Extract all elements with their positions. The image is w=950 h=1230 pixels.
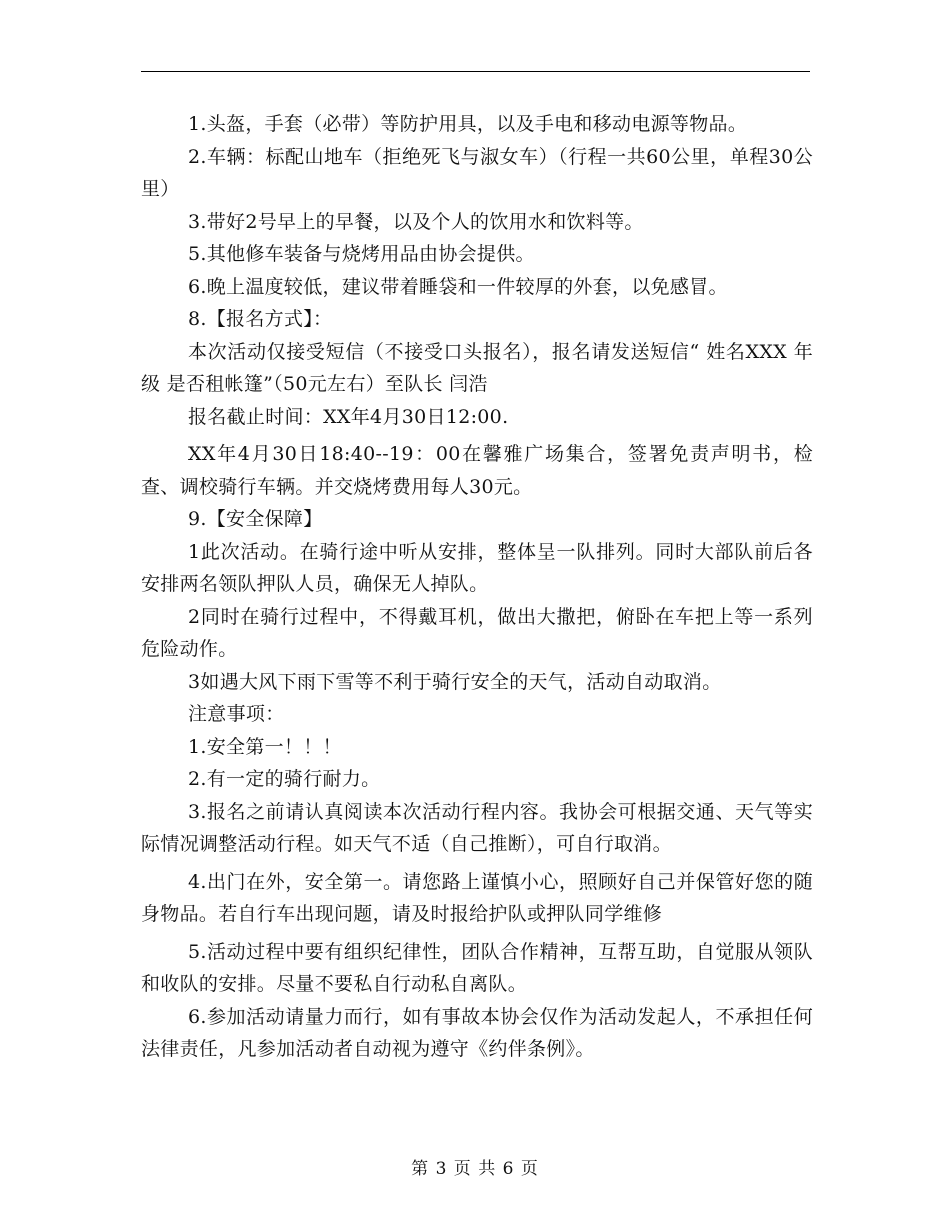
paragraph-note-6: 6.参加活动请量力而行，如有事故本协会仅作为活动发起人，不承担任何法律责任，凡参加活动者自动视为遵守《约伴条例》。 — [141, 1005, 813, 1060]
section-heading-registration: 8.【报名方式】： — [188, 308, 333, 330]
page-footer: 第 3 页 共 6 页 — [411, 1159, 539, 1179]
paragraph-note-5: 5.活动过程中要有组织纪律性，团队合作精神，互帮互助，自觉服从领队和收队的安排。尽量不要私自行动私自离队。 — [141, 940, 813, 995]
paragraph-note-4: 4.出门在外，安全第一。请您路上谨慎小心，照顾好自己并保管好您的随身物品。若自行车出现问题，请及时报给护队或押队同学维修 — [141, 870, 813, 925]
paragraph-equipment-5: 5.其他修车装备与烧烤用品由协会提供。 — [188, 243, 535, 265]
body-text — [141, 108, 813, 1066]
paragraph-note-2: 2.有一定的骑行耐力。 — [188, 768, 381, 790]
paragraph-equipment-3: 3.带好2号早上的早餐，以及个人的饮用水和饮料等。 — [188, 210, 644, 233]
paragraph-registration-deadline: 报名截止时间：XX年4月30日12:00. — [188, 405, 509, 428]
section-heading-notes: 注意事项： — [188, 703, 285, 725]
paragraph-equipment-1: 1.头盔，手套（必带）等防护用具，以及手电和移动电源等物品。 — [188, 113, 748, 135]
paragraph-assembly: XX年4月30日18:40--19：00在馨雅广场集合，签署免责声明书，检查、调校骑行车辆。并交烧烤费用每人30元。 — [141, 443, 813, 498]
paragraph-registration-method: 本次活动仅接受短信（不接受口头报名），报名请发送短信“ 姓名XXX 年级 是否租帐篷”（50元左右）至队长 闫浩 — [141, 340, 813, 395]
paragraph-equipment-6: 6.晚上温度较低，建议带着睡袋和一件较厚的外套，以免感冒。 — [188, 275, 728, 298]
paragraph-safety-1: 1此次活动。在骑行途中听从安排，整体呈一队排列。同时大部队前后各安排两名领队押队人员，确保无人掉队。 — [141, 540, 813, 595]
section-heading-safety: 9.【安全保障】 — [188, 508, 323, 530]
paragraph-safety-2: 2同时在骑行过程中，不得戴耳机，做出大撒把，俯卧在车把上等一系列危险动作。 — [141, 605, 813, 660]
paragraph-safety-3: 3如遇大风下雨下雪等不利于骑行安全的天气，活动自动取消。 — [188, 670, 722, 693]
paragraph-equipment-2: 2.车辆：标配山地车（拒绝死飞与淑女车）（行程一共60公里，单程30公里） — [141, 145, 813, 200]
header-rule — [141, 71, 810, 72]
paragraph-note-3: 3.报名之前请认真阅读本次活动行程内容。我协会可根据交通、天气等实际情况调整活动行程。如天气不适（自己推断），可自行取消。 — [141, 800, 813, 855]
paragraph-note-1: 1.安全第一！！！ — [188, 735, 342, 758]
